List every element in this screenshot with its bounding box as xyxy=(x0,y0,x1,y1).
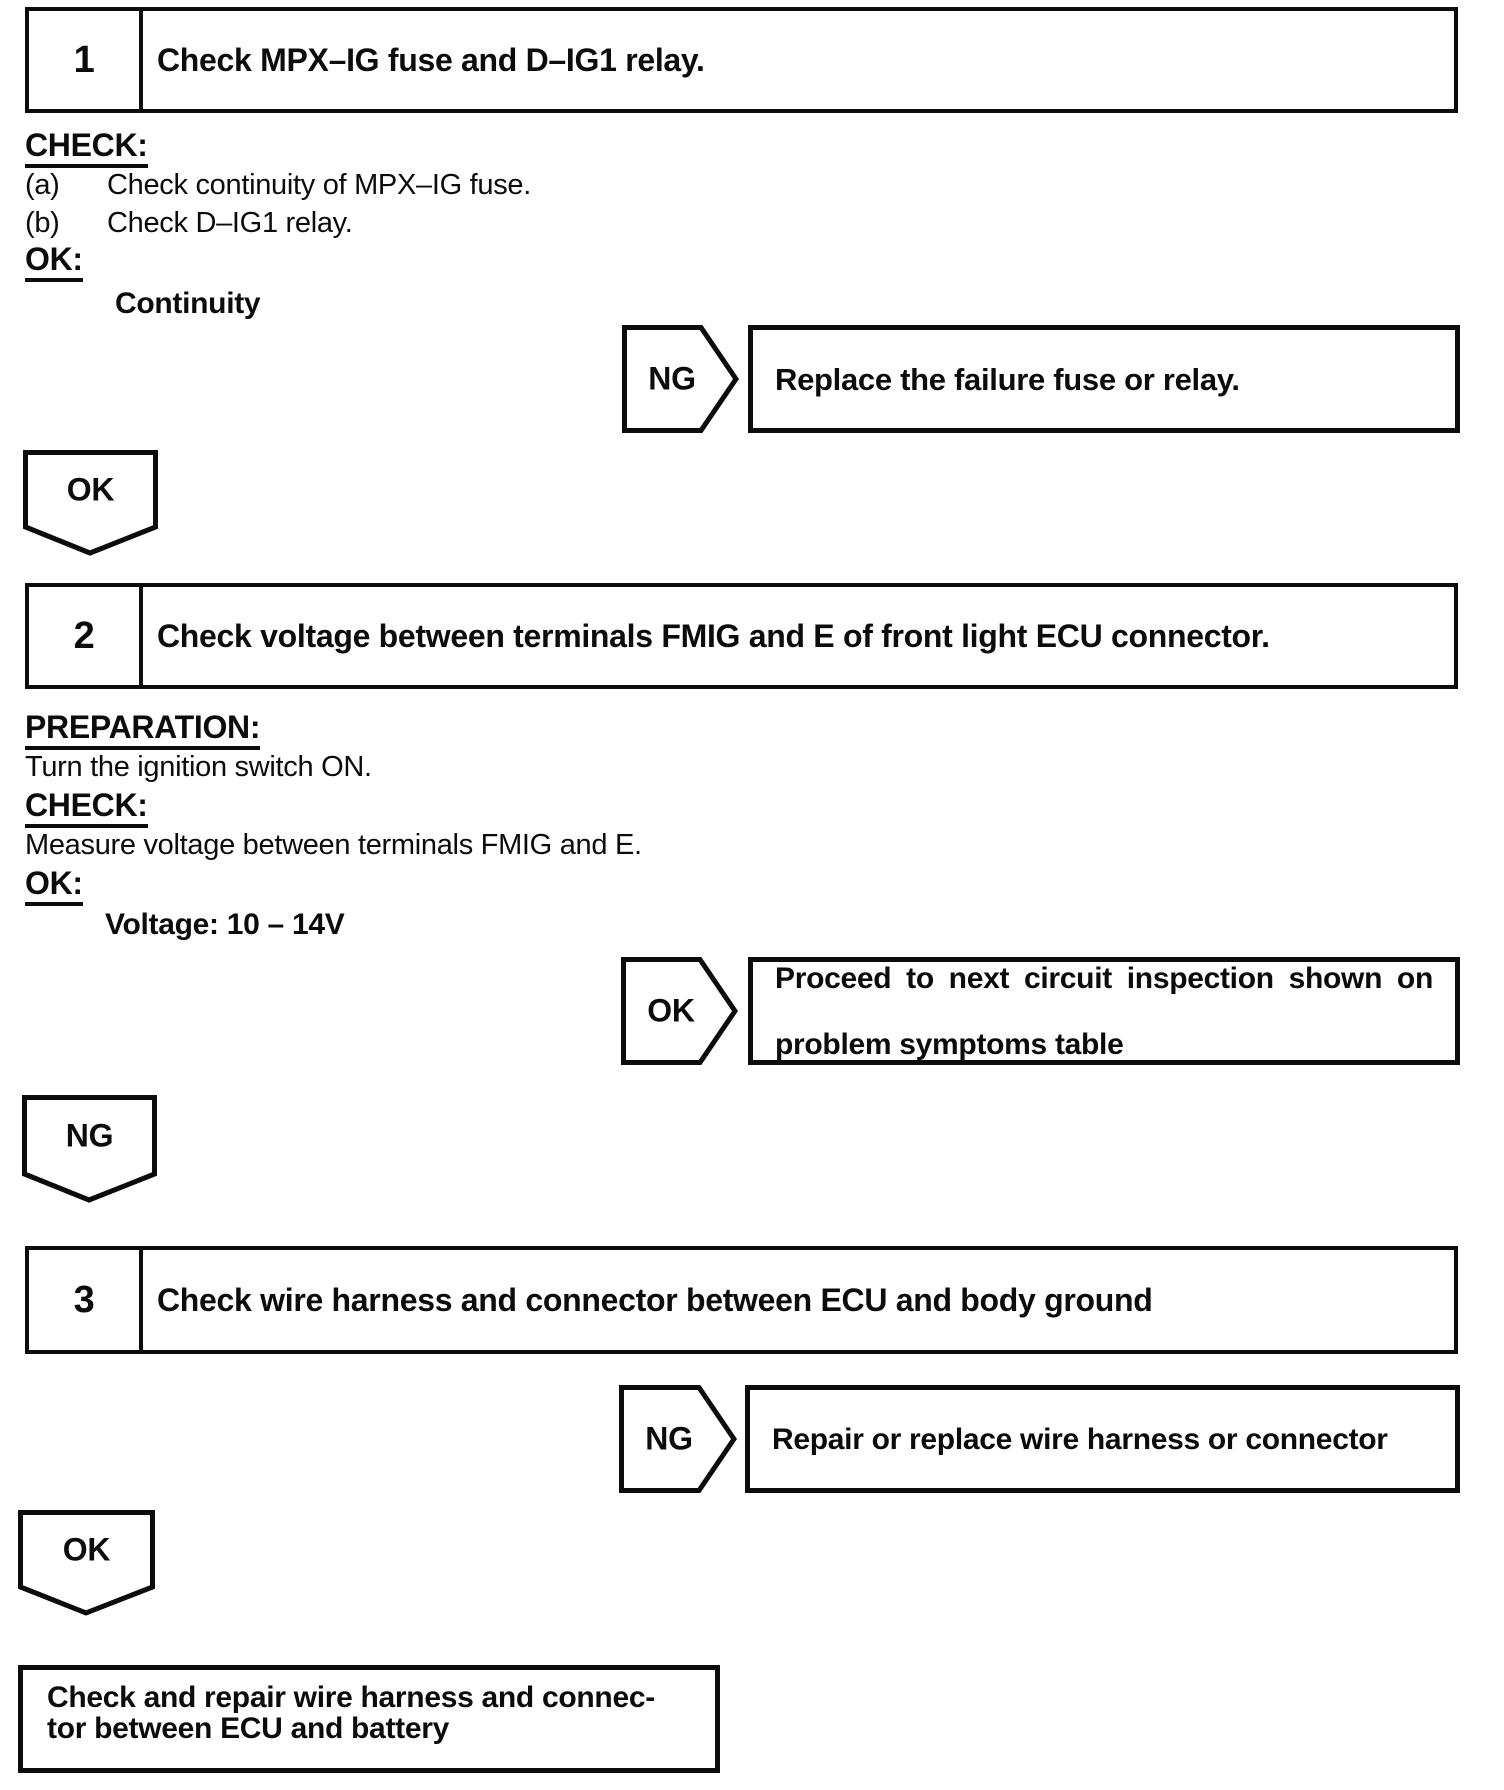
item-a-text: Check continuity of MPX–IG fuse. xyxy=(107,169,531,201)
step-3-ng-result-text: Repair or replace wire harness or connector xyxy=(772,1422,1388,1456)
step-1-check-item-a xyxy=(25,170,531,201)
step-3-ok-continue-pentagon xyxy=(18,1510,155,1616)
step-2-ok-branch-hexagon xyxy=(621,957,738,1065)
step-2-check-text: Measure voltage between terminals FMIG and E. xyxy=(25,829,642,861)
step-1-ng-result-box xyxy=(748,325,1460,433)
step-3-ng-tag-label: NG xyxy=(645,1420,693,1457)
step-2-ok-tag-label: OK xyxy=(647,992,695,1029)
step-1-title: Check MPX–IG fuse and D–IG1 relay. xyxy=(157,41,705,78)
item-a-marker: (a) xyxy=(25,169,60,201)
step-3-ng-branch-hexagon xyxy=(619,1385,737,1493)
step-2-ok-result-line1: Proceed to next circuit inspection shown on xyxy=(775,961,1433,995)
step-2-ok-result-line2: problem symptoms table xyxy=(775,1027,1124,1061)
step-2-ok-label: OK: xyxy=(25,868,83,906)
step-2-continue-tag-label: NG xyxy=(65,1117,114,1154)
step-1-ok-label: OK: xyxy=(25,244,83,282)
step-2-ok-value: Voltage: 10 – 14V xyxy=(105,908,345,941)
step-3-number: 3 xyxy=(29,1250,143,1350)
final-action-line2: tor between ECU and battery xyxy=(47,1712,449,1745)
step-2-preparation-label: PREPARATION: xyxy=(25,712,260,750)
step-3-continue-tag-label: OK xyxy=(62,1531,111,1568)
step-1-check-item-b xyxy=(25,208,353,239)
step-1-number: 1 xyxy=(29,11,143,109)
step-1-header-box xyxy=(25,7,1458,113)
step-3-title: Check wire harness and connector between ECU and body ground xyxy=(157,1281,1153,1318)
step-2-ng-continue-pentagon xyxy=(22,1095,157,1203)
step-1-ok-continue-pentagon xyxy=(23,450,158,556)
step-1-continue-tag-label: OK xyxy=(66,471,115,508)
step-2-ok-result-box xyxy=(748,957,1460,1065)
item-b-text: Check D–IG1 relay. xyxy=(107,207,353,239)
final-action-box xyxy=(18,1665,720,1773)
final-action-line1: Check and repair wire harness and connec- xyxy=(47,1681,655,1714)
step-3-ng-result-box xyxy=(745,1385,1460,1493)
step-1-ng-result-text: Replace the failure fuse or relay. xyxy=(775,361,1240,397)
step-1-ng-branch-hexagon xyxy=(622,325,739,433)
step-2-number: 2 xyxy=(29,587,143,685)
step-2-header-box xyxy=(25,583,1458,689)
item-b-marker: (b) xyxy=(25,207,60,239)
step-2-check-label: CHECK: xyxy=(25,790,148,828)
step-3-header-box xyxy=(25,1246,1458,1354)
step-1-ok-value: Continuity xyxy=(115,287,261,320)
step-1-ng-tag-label: NG xyxy=(648,360,696,397)
step-2-preparation-text: Turn the ignition switch ON. xyxy=(25,751,372,783)
step-1-check-label: CHECK: xyxy=(25,130,148,168)
step-2-title: Check voltage between terminals FMIG and E of front light ECU connector. xyxy=(157,617,1270,654)
